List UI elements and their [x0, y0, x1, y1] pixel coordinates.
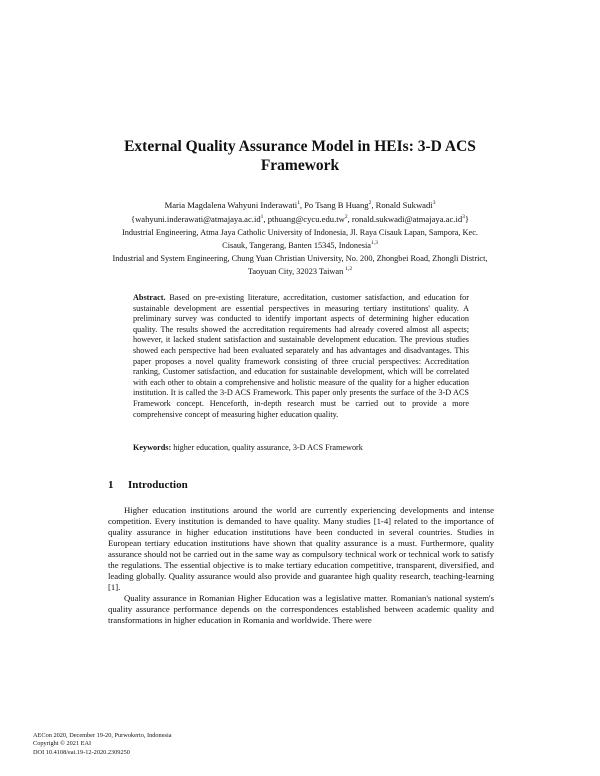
- abstract-label: Abstract.: [133, 293, 166, 302]
- affiliation-2-text: Industrial and System Engineering, Chung Yuan Christian University, No. 200, Zhongbei Road, Zhongli District, Taoyuan City, 32023 Taiwan: [112, 253, 488, 276]
- author-block: [60, 197, 540, 225]
- keywords-label: Keywords:: [133, 443, 172, 452]
- author-3: , Ronald Sukwadi: [371, 199, 433, 210]
- affiliation-2: [110, 253, 490, 277]
- email-3-sup: 3: [462, 213, 465, 220]
- paper-title: External Quality Assurance Model in HEIs: 3-D ACS Framework: [124, 138, 476, 174]
- footer-conference: AECon 2020, December 19-20, Purwokerto, Indonesia: [33, 732, 172, 739]
- footer-doi: DOI 10.4108/eai.19-12-2020.2309250: [33, 748, 130, 756]
- footer-copyright: Copyright © 2021 EAI: [33, 740, 92, 748]
- abstract: [133, 293, 469, 420]
- author-names: [60, 197, 540, 211]
- author-2-sup: 2: [368, 200, 372, 206]
- keywords-text: higher education, quality assurance, 3-D ACS Framework: [171, 443, 363, 452]
- section-number: 1: [108, 479, 114, 491]
- email-3[interactable]: , ronald.sukwadi@atmajaya.ac.id: [347, 213, 463, 224]
- affiliation-1-text: Industrial Engineering, Atma Jaya Catholic University of Indonesia, Jl. Raya Cisauk Lapan, Sampora, Kec. Cisauk, Tangerang, Banten 15345, Indonesia: [122, 228, 478, 250]
- paragraph-2: Quality assurance in Romanian Higher Education was a legislative matter. Romanian's national system's quality assurance performance depends on the correspondences established between academic quality and transformations in higher education in Romania and worldwide. There were: [108, 593, 494, 626]
- paragraph-1: Higher education institutions around the world are currently experiencing developments and intense competition. Every institution is demanded to have quality. Many studies [1-4] related to the importance of quality assurance in higher education institutions have been conducted in several countries. Studies in European tertiary education institutions have shown that quality assurance is a must. Furthermore, quality assurance should not be carried out in the same way as compulsory technical work or technical work to satisfy the regulations. The essential objective is to make tertiary education competitive, transparent, diversified, and leading globally. Quality assurance would also provide and guarantee high quality research, teaching-learning [1].: [108, 505, 494, 593]
- author-2: , Po Tsang B Huang: [299, 199, 369, 210]
- abstract-text: Based on pre-existing literature, accreditation, customer satisfaction, and education for sustainable development are essential perspectives in measuring tertiary institutions' quality. A preliminary survey was conducted to identify important aspects of determining higher education quality. The results showed the accreditation requirements had already covered almost all aspects; however, it lacked student satisfaction and sustainable development education. The previous studies showed each perspective had been evaluated separately and has advantages and disadvantages. This paper proposes a novel quality framework consisting of three crucial perspectives: Accreditation ranking, Customer satisfaction, and education for sustainable development, which will be correlated with each other to obtain a comprehensive and holistic measure of the quality for a higher education institution. It is called the 3-D ACS Framework. This paper only presents the surface of the 3-D ACS Framework concept. Henceforth, in-depth research must be carried out to provide a more comprehensive concept of measuring higher education quality.: [133, 293, 469, 419]
- section-body: [108, 505, 494, 627]
- affiliation-1-sup: 1,3: [370, 240, 378, 246]
- email-2[interactable]: , pthuang@cycu.edu.tw: [263, 213, 345, 224]
- email-2-sup: 2: [344, 213, 348, 220]
- author-3-sup: 3: [432, 200, 436, 206]
- author-1-sup: 1: [297, 200, 300, 206]
- affiliations: [110, 227, 490, 279]
- affiliation-2-sup: 1,2: [345, 265, 353, 272]
- author-emails: [60, 211, 540, 225]
- affiliation-1: [110, 227, 490, 251]
- page-footer: [33, 732, 172, 757]
- email-1-sup: 1: [260, 213, 264, 220]
- email-close: }: [464, 213, 470, 224]
- section-title: Introduction: [128, 479, 188, 491]
- email-1[interactable]: {wahyuni.inderawati@atmajaya.ac.id: [130, 213, 261, 224]
- author-1: Maria Magdalena Wahyuni Inderawati: [164, 199, 298, 210]
- keywords: [133, 442, 469, 453]
- section-heading: [108, 478, 188, 492]
